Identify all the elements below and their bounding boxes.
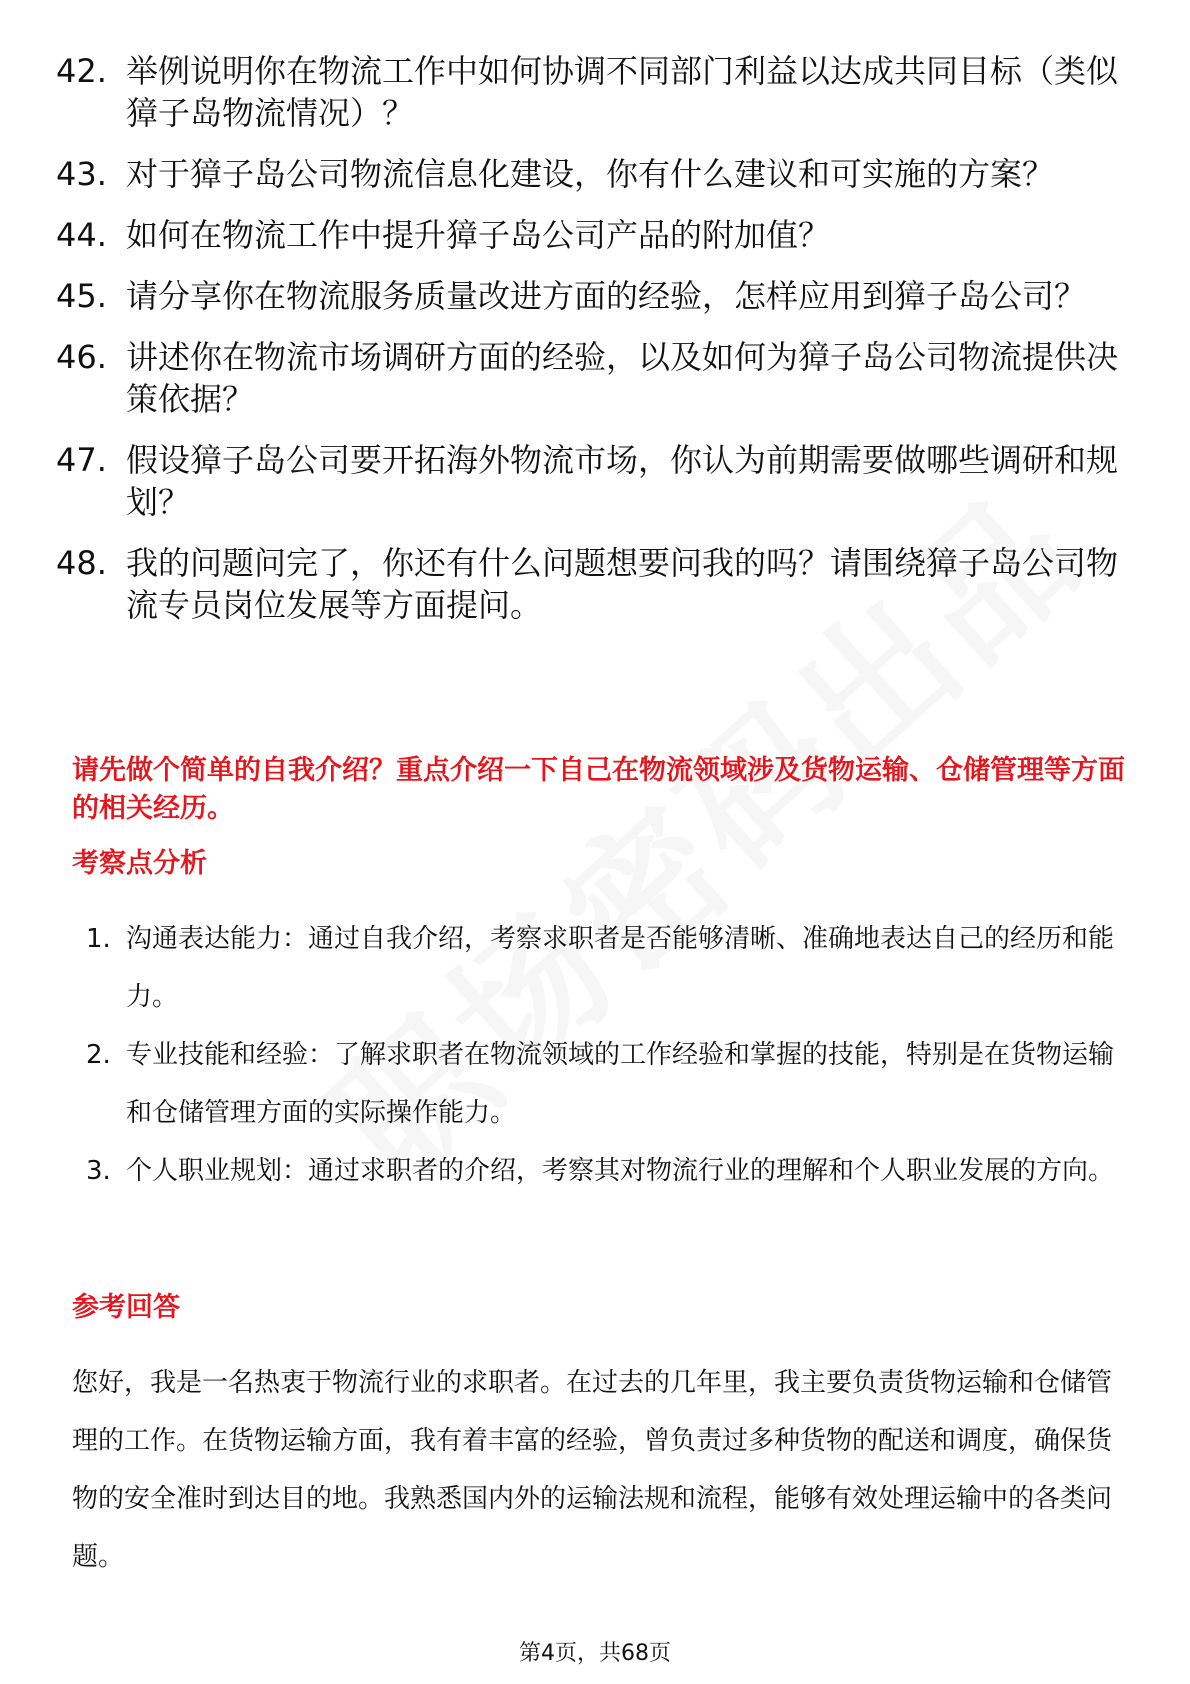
question-item — [56, 542, 1136, 626]
analysis-text: 个人职业规划：通过求职者的介绍，考察其对物流行业的理解和个人职业发展的方向。 — [126, 1156, 1115, 1186]
question-text: 讲述你在物流市场调研方面的经验，以及如何为獐子岛公司物流提供决策依据？ — [126, 338, 1119, 418]
question-number: 44. — [56, 216, 107, 254]
question-item — [56, 214, 1136, 256]
question-item — [56, 50, 1136, 134]
question-number: 48. — [56, 544, 107, 582]
analysis-list — [72, 910, 1132, 1200]
question-number: 45. — [56, 277, 107, 315]
analysis-item — [72, 1142, 1132, 1200]
question-number: 47. — [56, 441, 107, 479]
reference-heading: 参考回答 — [72, 1292, 180, 1323]
reference-answer: 您好，我是一名热衷于物流行业的求职者。在过去的几年里，我主要负责货物运输和仓储管理的工作。在货物运输方面，我有着丰富的经验，曾负责过多种货物的配送和调度，确保货物的安全准时到达目的地。我熟悉国内外的运输法规和流程，能够有效处理运输中的各类问题。 — [72, 1368, 1113, 1572]
question-text: 对于獐子岛公司物流信息化建设，你有什么建议和可实施的方案？ — [126, 155, 1055, 193]
question-number: 43. — [56, 155, 107, 193]
analysis-text: 沟通表达能力：通过自我介绍，考察求职者是否能够清晰、准确地表达自己的经历和能力。 — [126, 924, 1115, 1012]
analysis-text: 专业技能和经验：了解求职者在物流领域的工作经验和掌握的技能，特别是在货物运输和仓储管理方面的实际操作能力。 — [126, 1040, 1115, 1128]
page-footer: 第4页，共68页 — [519, 1641, 671, 1666]
analysis-number: 1. — [86, 924, 111, 954]
question-list — [56, 50, 1136, 645]
question-number: 42. — [56, 52, 107, 90]
analysis-number: 3. — [86, 1156, 111, 1186]
question-item — [56, 153, 1136, 195]
question-text: 如何在物流工作中提升獐子岛公司产品的附加值？ — [126, 216, 831, 254]
focus-question: 请先做个简单的自我介绍？重点介绍一下自己在物流领域涉及货物运输、仓储管理等方面的相关经历。 — [72, 755, 1125, 824]
analysis-item — [72, 910, 1132, 1026]
question-text: 我的问题问完了，你还有什么问题想要问我的吗？请围绕獐子岛公司物流专员岗位发展等方面提问。 — [126, 544, 1119, 624]
question-number: 46. — [56, 338, 107, 376]
question-item — [56, 439, 1136, 523]
question-item — [56, 336, 1136, 420]
analysis-heading: 考察点分析 — [72, 848, 207, 879]
question-item — [56, 275, 1136, 317]
question-text: 假设獐子岛公司要开拓海外物流市场，你认为前期需要做哪些调研和规划？ — [126, 441, 1119, 521]
question-text: 请分享你在物流服务质量改进方面的经验，怎样应用到獐子岛公司？ — [126, 277, 1087, 315]
analysis-item — [72, 1026, 1132, 1142]
question-text: 举例说明你在物流工作中如何协调不同部门利益以达成共同目标（类似獐子岛物流情况）？ — [126, 52, 1119, 132]
analysis-number: 2. — [86, 1040, 111, 1070]
